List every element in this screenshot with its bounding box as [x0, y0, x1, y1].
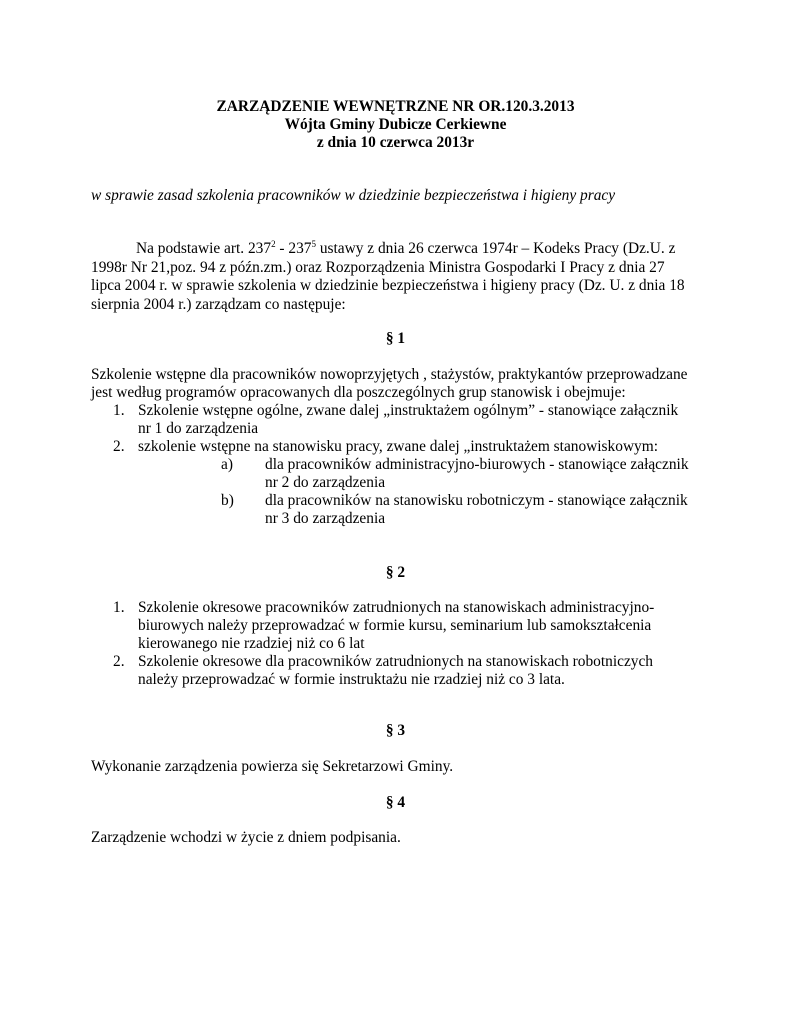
header-issuer: Wójta Gminy Dubicze Cerkiewne: [284, 116, 507, 133]
sublist-letter: a): [221, 456, 233, 473]
list-item-line: kierowanego nie rzadziej niż co 6 lat: [138, 635, 365, 652]
section-2-heading: § 2: [385, 564, 406, 581]
list-item-line: nr 1 do zarządzenia: [138, 420, 259, 437]
intro-line-1: [91, 240, 699, 259]
section-4-heading: § 4: [385, 794, 406, 811]
header-title: ZARZĄDZENIE WEWNĘTRZNE NR OR.120.3.2013: [216, 98, 575, 115]
sublist-letter: b): [221, 492, 234, 509]
list-item-line: biurowych należy przeprowadzać w formie kursu, seminarium lub samokształcenia: [138, 617, 652, 634]
list-item-line: należy przeprowadzać w formie instruktażu nie rzadziej niż co 3 lata.: [138, 671, 565, 688]
sublist-item-line: dla pracowników na stanowisku robotniczym - stanowiące załącznik: [265, 492, 688, 509]
intro-line-3: lipca 2004 r. w sprawie szkolenia w dziedzinie bezpieczeństwa i higieny pracy (Dz. U. z dnia 18: [91, 277, 685, 294]
section-2-body: [91, 599, 699, 689]
list-item-line: Szkolenie wstępne ogólne, zwane dalej „instruktażem ogólnym” - stanowiące załącznik: [138, 402, 679, 419]
intro-text-b: - 237: [275, 240, 312, 257]
section-1-para-line-1: Szkolenie wstępne dla pracowników nowoprzyjętych , stażystów, praktykantów przeprowadzane: [91, 366, 688, 383]
list-number: 2.: [113, 438, 125, 455]
section-1-body: [91, 366, 699, 528]
section-1-para-line-2: jest według programów opracowanych dla poszczególnych grup stanowisk i obejmuje:: [91, 384, 626, 401]
intro-line-2: 1998r Nr 21,poz. 94 z późn.zm.) oraz Rozporządzenia Ministra Gospodarki I Pracy z dnia 27: [91, 258, 665, 276]
list-item-line: Szkolenie okresowe dla pracowników zatrudnionych na stanowiskach robotniczych: [138, 653, 654, 670]
sublist-item-line: dla pracowników administracyjno-biurowych - stanowiące załącznik: [265, 456, 689, 473]
list-number: 1.: [113, 599, 125, 616]
intro-line-4: sierpnia 2004 r.) zarządzam co następuje:: [91, 295, 346, 313]
section-3-heading: § 3: [385, 722, 406, 739]
section-3-text: Wykonanie zarządzenia powierza się Sekretarzowi Gminy.: [91, 758, 454, 775]
section-1-item-1: [91, 402, 699, 438]
sublist-item-line: nr 2 do zarządzenia: [265, 474, 386, 491]
list-item-line: szkolenie wstępne na stanowisku pracy, zwane dalej „instruktażem stanowiskowym:: [138, 438, 658, 455]
section-4-text: Zarządzenie wchodzi w życie z dniem podpisania.: [91, 829, 401, 846]
sublist-item-line: nr 3 do zarządzenia: [265, 510, 386, 527]
section-1-item-2: [91, 438, 699, 456]
list-item-line: Szkolenie okresowe pracowników zatrudnionych na stanowiskach administracyjno-: [138, 599, 655, 616]
document-header: [0, 98, 791, 152]
intro-sup-b: 5: [311, 239, 316, 249]
section-1-subitem-b: [91, 492, 699, 528]
section-1-heading: § 1: [385, 330, 406, 347]
header-date: z dnia 10 czerwca 2013r: [316, 134, 475, 151]
section-1-subitem-a: [91, 456, 699, 492]
intro-paragraph: [91, 240, 699, 314]
intro-sup-a: 2: [271, 239, 276, 249]
list-number: 1.: [113, 402, 125, 419]
list-number: 2.: [113, 653, 125, 670]
intro-text-a: Na podstawie art. 237: [136, 240, 272, 257]
document-subject: w sprawie zasad szkolenia pracowników w dziedzinie bezpieczeństwa i higieny pracy: [91, 187, 616, 204]
intro-text-c: ustawy z dnia 26 czerwca 1974r – Kodeks Pracy (Dz.U. z: [315, 240, 676, 257]
section-2-item-2: [91, 653, 699, 689]
section-2-item-1: [91, 599, 699, 653]
